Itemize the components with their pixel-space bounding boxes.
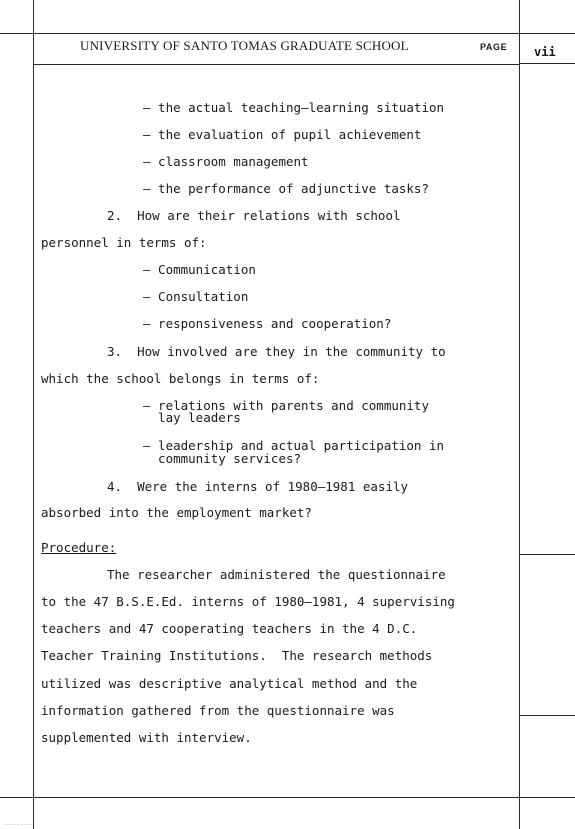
school-name: UNIVERSITY OF SANTO TOMAS GRADUATE SCHOOL bbox=[80, 38, 409, 53]
text-line: personnel in terms of: bbox=[41, 235, 207, 250]
text-line: 4. Were the interns of 1980–1981 easily bbox=[107, 479, 409, 494]
footer-rule bbox=[0, 797, 575, 798]
page-label: PAGE bbox=[480, 42, 508, 52]
text-line: lay leaders bbox=[143, 410, 241, 425]
section-heading: Procedure: bbox=[41, 540, 117, 555]
text-line: which the school belongs in terms of: bbox=[41, 371, 320, 386]
text-line: – relations with parents and community bbox=[143, 398, 429, 413]
text-line: utilized was descriptive analytical method and the bbox=[41, 676, 418, 691]
text-line: – responsiveness and cooperation? bbox=[143, 316, 392, 331]
text-line: teachers and 47 cooperating teachers in the 4 D.C. bbox=[41, 621, 418, 636]
header-bottom-rule bbox=[33, 64, 520, 65]
text-line: community services? bbox=[143, 451, 302, 466]
text-line: – the evaluation of pupil achievement bbox=[143, 127, 422, 142]
text-line: – the actual teaching–learning situation bbox=[143, 100, 445, 115]
right-margin-rule bbox=[519, 0, 520, 829]
right-column-rule-lower bbox=[519, 554, 575, 555]
text-line: to the 47 B.S.E.Ed. interns of 1980–1981, 4 supervising bbox=[41, 594, 455, 609]
text-line: – classroom management bbox=[143, 154, 309, 169]
text-line: absorbed into the employment market? bbox=[41, 505, 312, 520]
text-line: – the performance of adjunctive tasks? bbox=[143, 181, 429, 196]
text-line: – Communication bbox=[143, 262, 256, 277]
text-line: The researcher administered the questionnaire bbox=[107, 567, 446, 582]
text-line: – leadership and actual participation in bbox=[143, 438, 445, 453]
text-line: 3. How involved are they in the community to bbox=[107, 344, 446, 359]
text-line: Teacher Training Institutions. The research methods bbox=[41, 648, 433, 663]
page-number: vii bbox=[534, 45, 556, 59]
footer-note: ....................... bbox=[4, 821, 36, 827]
header-top-rule bbox=[0, 33, 575, 34]
text-line: information gathered from the questionnaire was bbox=[41, 703, 395, 718]
text-line: – Consultation bbox=[143, 289, 249, 304]
left-margin-rule bbox=[33, 0, 34, 829]
right-column-rule-lower-2 bbox=[519, 715, 575, 716]
right-column-rule bbox=[519, 63, 575, 64]
text-line: 2. How are their relations with school bbox=[107, 208, 401, 223]
text-line: supplemented with interview. bbox=[41, 730, 252, 745]
